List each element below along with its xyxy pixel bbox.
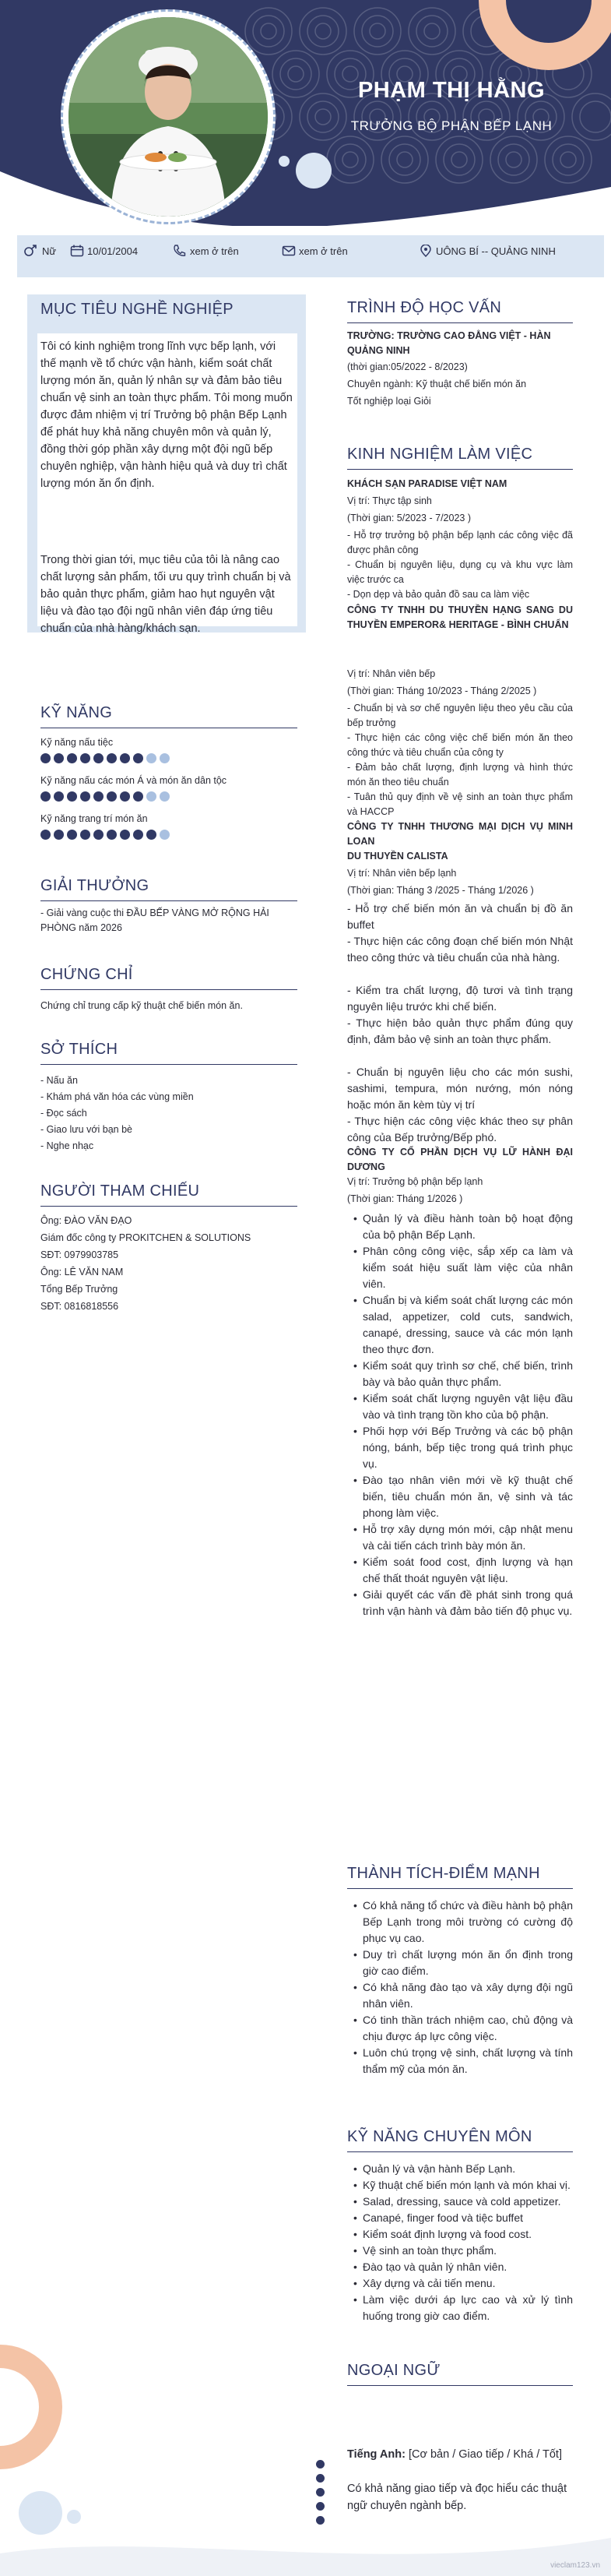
language-description: Có khả năng giao tiếp và đọc hiểu các thuật ngữ chuyên ngành bếp. [347,2483,567,2512]
list-item: • Làm việc dưới áp lực cao và xử lý tình huống trong giờ cao điểm. [347,2292,573,2324]
phone-icon [173,245,187,257]
references-rule [40,1206,297,1207]
list-item: • Quản lý và vận hành Bếp Lạnh. [347,2161,573,2177]
skill-dot [67,791,77,802]
job2-time: (Thời gian: Tháng 10/2023 - Tháng 2/2025 ) [347,685,537,696]
list-item: • Duy trì chất lượng món ăn ổn định trong giờ cao điểm. [347,1947,573,1979]
list-item: • Hỗ trợ xây dựng món mới, cập nhật menu và cải tiến cách trình bày món ăn. [347,1521,573,1554]
reference-line: Ông: ĐÀO VĂN ĐẠO [40,1215,132,1226]
experience-heading: KINH NGHIỆM LÀM VIỆC [347,446,533,463]
skill-dot [67,753,77,763]
decor-dot-small [279,156,290,167]
pro-skills-heading: KỸ NĂNG CHUYÊN MÔN [347,2128,532,2145]
list-item: • Kỹ thuật chế biến món lạnh và món khai vị. [347,2177,573,2194]
calendar-icon [70,245,84,257]
job3-role: Vị trí: Nhân viên bếp lạnh [347,868,457,879]
pro-skills-list [347,2161,573,2324]
skill-dot [146,791,156,802]
candidate-name: PHẠM THỊ HẰNG [357,78,546,103]
email-item [282,245,348,258]
skill-rating-3 [40,830,170,840]
job2-company-name: CÔNG TY TNHH DU THUYỀN HẠNG SANG DU THUYỀN EMPEROR& HERITAGE - BÌNH CHUẨN [347,604,573,630]
objective-heading: MỤC TIÊU NGHỀ NGHIỆP [40,301,234,318]
languages-heading: NGOẠI NGỮ [347,2362,441,2379]
skill-rating-2 [40,791,170,802]
education-grade: Tốt nghiệp loại Giỏi [347,396,431,407]
skill-dot [54,753,64,763]
avatar-photo-icon [68,17,268,217]
skill-dot [80,753,90,763]
dob-item [70,245,138,258]
language-label: Tiếng Anh: [347,2448,406,2461]
skill-dot [133,753,143,763]
awards-rule [40,900,297,901]
achievements-heading: THÀNH TÍCH-ĐIỂM MẠNH [347,1865,540,1882]
job2-duty: - Tuân thủ quy định về vệ sinh an toàn thực phẩm và HACCP [347,791,573,817]
job4-company [347,1145,573,1175]
job4-role: Vị trí: Trưởng bộ phận bếp lạnh [347,1176,483,1187]
list-item: • Salad, dressing, sauce và cold appetizer. [347,2194,573,2210]
awards-heading: GIẢI THƯỞNG [40,877,149,894]
certs-text: Chứng chỉ trung cấp kỹ thuật chế biến món ăn. [40,1000,243,1011]
job2-duty: - Chuẩn bị và sơ chế nguyên liệu theo yêu cầu của bếp trưởng [347,703,573,728]
list-item: • Luôn chú trọng vệ sinh, chất lượng và tính thẩm mỹ của món ăn. [347,2045,573,2077]
certs-rule [40,989,297,990]
objective-paragraph-2: Trong thời gian tới, mục tiêu của tôi là nâng cao chất lượng sản phẩm, tối ưu quy trình chuẩn bị và bảo quản thực phẩm, giảm hao hụt nguyên vật liệu và đào tạo đội ngũ nhân viên đáp ứng tiêu chuẩn của nhà hàng/khách sạn. [40,554,291,635]
watermark: vieclam123.vn [550,2561,600,2570]
list-item: • Đào tạo và quản lý nhân viên. [347,2259,573,2275]
skill-dot [133,791,143,802]
objective-paragraph-1: Tôi có kinh nghiệm trong lĩnh vực bếp lạnh, với thế mạnh về tổ chức vận hành, kiểm soát chất lượng món ăn, quản lý nhân sự và đảm bảo tiêu chuẩn vệ sinh an toàn thực phẩm. Tôi mong muốn được đảm nhiệm vị trí Trưởng bộ phận Bếp Lạnh để phát huy khả năng chuyên môn và quản lý, đồng thời góp phần xây dựng một đội ngũ bếp chuyên nghiệp, vận hành hiệu quả và duy trì chất lượng món ăn ổn định. [40,340,293,490]
skill-dot [120,791,130,802]
email-icon [282,245,296,257]
list-item: • Có khả năng đào tạo và xây dựng đội ngũ nhân viên. [347,1979,573,2012]
job1-time: (Thời gian: 5/2023 - 7/2023 ) [347,513,471,523]
hobby-item: - Nấu ăn [40,1075,78,1086]
job3-company [347,819,573,849]
hobby-item: - Giao lưu với bạn bè [40,1124,133,1135]
gender-icon [23,245,39,257]
skill-dot [146,753,156,763]
skill-dot [40,830,51,840]
skill-dot [107,753,117,763]
list-item: • Kiểm soát quy trình sơ chế, chế biến, trình bày và bảo quản thực phẩm. [347,1358,573,1390]
list-item: • Canapé, finger food và tiệc buffet [347,2210,573,2226]
list-item: • Giải quyết các vấn đề phát sinh trong quá trình vận hành và đảm bảo tiến độ phục vụ. [347,1587,573,1619]
hobbies-heading: SỞ THÍCH [40,1041,118,1058]
job1-company [347,477,573,492]
list-item: • Chuẩn bị và kiểm soát chất lượng các món salad, appetizer, cold cuts, sandwich, canapé, dressing, sauce và các món lạnh theo thực đơn. [347,1292,573,1358]
skill-dot [40,791,51,802]
achievements-list [347,1898,573,2077]
hobby-item: - Nghe nhạc [40,1140,94,1151]
skill-dot [54,791,64,802]
education-heading: TRÌNH ĐỘ HỌC VẤN [347,299,502,316]
job4-duties-list [347,1210,573,1619]
skills-heading: KỸ NĂNG [40,704,113,721]
languages-rule [347,2385,573,2386]
list-item: • Vệ sinh an toàn thực phẩm. [347,2243,573,2259]
job3-duty: - Chuẩn bị nguyên liệu cho các món sushi, sashimi, tempura, món nướng, món nóng hoặc món ăn kèm tùy vị trí [347,1066,573,1111]
skill-dot [54,830,64,840]
skill-dot [160,791,170,802]
job1-company-name: KHÁCH SẠN PARADISE VIỆT NAM [347,478,507,489]
address-text: UÔNG BÍ -- QUẢNG NINH [436,245,556,257]
list-item: • Có khả năng tổ chức và điều hành bộ phận Bếp Lạnh trong môi trường có cường độ phục vụ cao. [347,1898,573,1947]
achievements-rule [347,1888,573,1889]
job3-time: (Thời gian: Tháng 3 /2025 - Tháng 1/2026 ) [347,885,534,896]
experience-rule [347,469,573,470]
job3-duty: - Thực hiện các công việc khác theo sự phân công của Bếp trưởng/Bếp phó. [347,1115,573,1144]
job2-duty: - Đảm bảo chất lượng, định lượng và hình thức món ăn theo tiêu chuẩn [347,762,573,788]
job4-time: (Thời gian: Tháng 1/2026 ) [347,1193,463,1204]
list-item: • Kiểm soát định lượng và food cost. [347,2226,573,2243]
job2-company [347,603,573,633]
skill-dot [107,830,117,840]
hobby-item: - Đọc sách [40,1108,87,1119]
school-name: TRƯỜNG: TRƯỜNG CAO ĐẲNG VIỆT - HÀN QUẢNG NINH [347,330,551,356]
decor-dot [296,153,332,189]
job3-duty: - Hỗ trợ chế biến món ăn và chuẩn bị đồ ăn buffet [347,902,573,931]
list-item: • Kiểm soát food cost, định lượng và hạn chế thất thoát nguyên vật liệu. [347,1554,573,1587]
list-item: • Quản lý và điều hành toàn bộ hoạt động của bộ phận Bếp Lạnh. [347,1210,573,1243]
language-dots [316,2460,325,2525]
hobby-item: - Khám phá văn hóa các vùng miền [40,1091,194,1102]
footer-wave [0,2522,611,2576]
skill-dot [80,791,90,802]
dob-text: 10/01/2004 [87,245,139,257]
list-item: • Có tinh thần trách nhiệm cao, chủ động và chịu được áp lực công việc. [347,2012,573,2045]
awards-text: - Giải vàng cuộc thi ĐẦU BẾP VÀNG MỞ RỘNG HẢI PHÒNG năm 2026 [40,907,269,933]
skill-dot [146,830,156,840]
job1-duty: - Chuẩn bị nguyên liệu, dụng cụ và khu vực làm việc trước ca [347,559,573,585]
certs-heading: CHỨNG CHỈ [40,966,133,983]
job3-vessel-name: DU THUYỀN CALISTA [347,851,448,862]
list-item: • Phân công công việc, sắp xếp ca làm và kiểm soát hiệu suất làm việc của nhân viên. [347,1243,573,1292]
list-item: • Xây dựng và cải tiến menu. [347,2275,573,2292]
language-levels: [Cơ bản / Giao tiếp / Khá / Tốt] [408,2448,562,2461]
education-school [347,329,573,358]
skill-dot [67,830,77,840]
skill-dot [93,753,104,763]
gender-text: Nữ [42,245,57,257]
hobbies-rule [40,1064,297,1065]
job3-company-sub [347,849,573,864]
job1-role: Vị trí: Thực tập sinh [347,495,432,506]
skill-rating-1 [40,753,170,763]
skill-dot [107,791,117,802]
email-text: xem ở trên [299,245,348,257]
job4-company-name: CÔNG TY CỔ PHẦN DỊCH VỤ LỮ HÀNH ĐẠI DƯƠNG [347,1147,573,1172]
skill-dot [120,753,130,763]
skill-dot [40,753,51,763]
reference-line: Tổng Bếp Trưởng [40,1284,118,1295]
skill-dot [93,791,104,802]
job3-duty: - Thực hiện các công đoạn chế biến món Nhật theo công thức và tiêu chuẩn của nhà hàng. [347,935,573,964]
education-major: Chuyên ngành: Kỹ thuật chế biến món ăn [347,379,527,389]
skill-label-2: Kỹ năng nấu các món Á và món ăn dân tộc [40,775,227,786]
reference-line: Ông: LÊ VĂN NAM [40,1267,124,1277]
language-entry [347,2446,573,2463]
address-item [419,245,574,258]
job3-company-name: CÔNG TY TNHH THƯƠNG MẠI DỊCH VỤ MINH LOAN [347,821,573,847]
reference-line: SĐT: 0816818556 [40,1301,119,1312]
list-item: • Kiểm soát chất lượng nguyên vật liệu đầu vào và tình trạng tồn kho của bộ phận. [347,1390,573,1423]
skill-dot [160,830,170,840]
skill-dot [80,830,90,840]
phone-item [173,245,239,258]
education-rule [347,322,573,323]
skill-dot [133,830,143,840]
avatar [68,17,268,217]
reference-line: Giám đốc công ty PROKITCHEN & SOLUTIONS [40,1232,251,1243]
candidate-title: TRƯỞNG BỘ PHẬN BẾP LẠNH [350,118,553,133]
skill-dot [160,753,170,763]
skill-dot [93,830,104,840]
job1-duty: - Dọn dẹp và bảo quản đồ sau ca làm việc [347,589,530,600]
header-banner [0,0,611,226]
list-item: • Đào tạo nhân viên mới về kỹ thuật chế biến, tiêu chuẩn món ăn, vệ sinh và tác phong làm việc. [347,1472,573,1521]
job3-duty: - Kiểm tra chất lượng, độ tươi và tình trạng nguyên liệu trước khi chế biến. [347,984,573,1013]
skill-label-3: Kỹ năng trang trí món ăn [40,813,148,824]
phone-text: xem ở trên [190,245,239,257]
list-item: • Phối hợp với Bếp Trưởng và các bộ phận nóng, bánh, bếp tiệc trong quá trình phục vụ. [347,1423,573,1472]
skill-dot [120,830,130,840]
location-icon [419,245,433,257]
education-time: (thời gian:05/2022 - 8/2023) [347,361,468,372]
job3-duty: - Thực hiện bảo quản thực phẩm đúng quy định, đảm bảo vệ sinh an toàn thực phẩm. [347,1017,573,1045]
pro-skills-rule [347,2151,573,2152]
contact-bar [17,235,604,277]
job2-role: Vị trí: Nhân viên bếp [347,668,436,679]
job1-duty: - Hỗ trợ trưởng bộ phận bếp lạnh các công việc đã được phân công [347,530,573,555]
skill-label-1: Kỹ năng nấu tiệc [40,737,114,748]
gender-item [23,245,56,258]
job2-duty: - Thực hiện các công việc chế biến món ăn theo công thức và tiêu chuẩn của công ty [347,732,573,758]
references-heading: NGƯỜI THAM CHIẾU [40,1182,200,1200]
reference-line: SĐT: 0979903785 [40,1249,119,1260]
